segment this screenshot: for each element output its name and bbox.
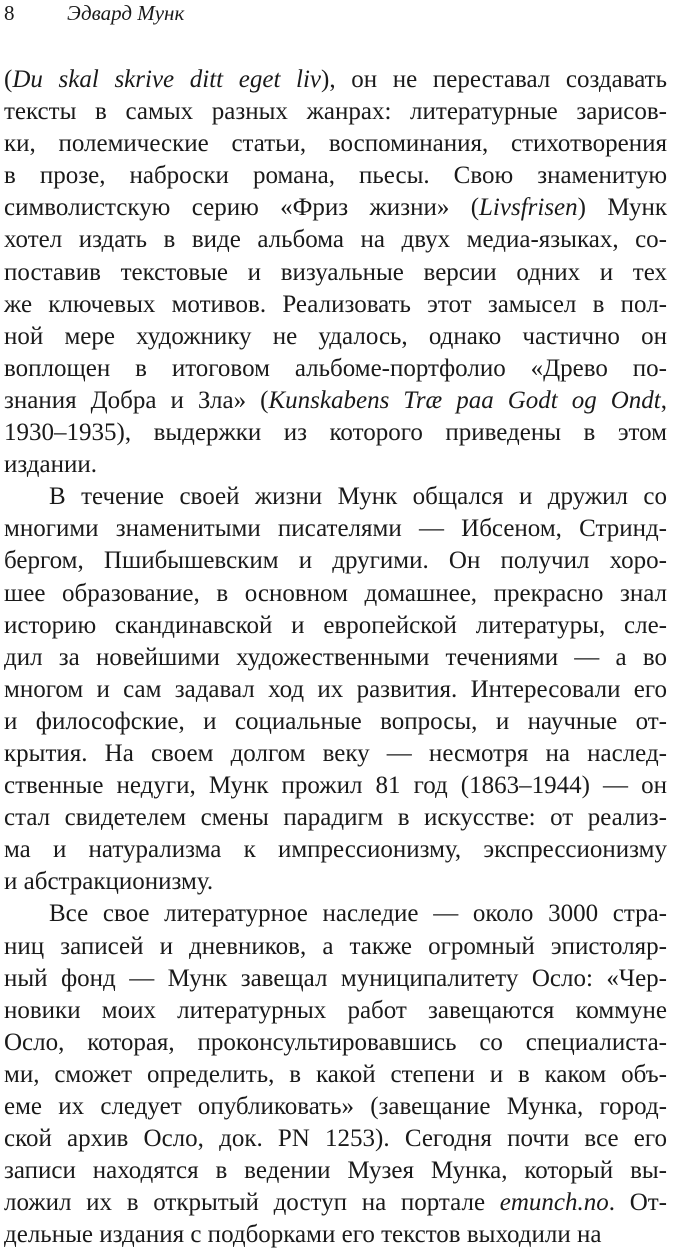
- text-line: Осло, которая, проконсультировавшись со специалиста-: [4, 1028, 667, 1056]
- italic-title: Kunskabens Træ paa Godt og Ondt: [268, 386, 661, 414]
- page-number: 8: [4, 1, 15, 25]
- text-line: хотел издать в виде альбома на двух медиа-языках, со-: [4, 226, 667, 254]
- text-line: ной мере художнику не удалось, однако частично он: [4, 322, 667, 350]
- italic-title: Livsfrisen: [479, 194, 578, 222]
- text-line: многими знаменитыми писателями — Ибсеном, Стринд-: [4, 515, 667, 543]
- text-line: дил за новейшими художественными течениями — а во: [4, 643, 667, 671]
- paragraph: [4, 64, 667, 481]
- text-line: издании.: [4, 451, 98, 479]
- page-header: [4, 0, 184, 30]
- text-line: крытия. На своем долгом веку — несмотря на наслед-: [4, 739, 667, 767]
- text-line: воплощен в итоговом альбоме-портфолио «Древо по-: [4, 354, 667, 382]
- text-line: историю скандинавской и европейской литературы, сле-: [4, 611, 667, 639]
- text-line: тексты в самых разных жанрах: литературные зарисов-: [4, 98, 667, 126]
- text-line: в прозе, наброски романа, пьесы. Свою знаменитую: [4, 162, 667, 190]
- text-line: ской архив Осло, док. PN 1253). Сегодня почти все его: [4, 1125, 667, 1153]
- text-line: же ключевых мотивов. Реализовать этот замысел в пол-: [4, 290, 667, 318]
- text-line: ный фонд — Мунк завещал муниципалитету Осло: «Чер-: [4, 964, 667, 992]
- paragraph: [4, 481, 667, 898]
- text-line: новики моих литературных работ завещаются коммуне: [4, 996, 667, 1024]
- text-line: 1930–1935), выдержки из которого приведены в этом: [4, 419, 667, 447]
- text-line: шее образование, в основном домашнее, прекрасно знал: [4, 579, 667, 607]
- text-line: поставив текстовые и визуальные версии одних и тех: [4, 258, 667, 286]
- text-line: ниц записей и дневников, а также огромный эпистоляр-: [4, 932, 667, 960]
- text-line: (Du skal skrive ditt eget liv), он не переставал создавать: [4, 66, 667, 93]
- text-line: ми, сможет определить, в какой степени и в каком объ-: [4, 1060, 667, 1088]
- text-line: бергом, Пшибышевским и другими. Он получил хоро-: [4, 547, 667, 575]
- running-title: Эдвард Мунк: [67, 1, 185, 25]
- italic-title: emunch.no: [499, 1189, 609, 1217]
- text-line: ложил их в открытый доступ на портале emunch.no. От-: [4, 1189, 668, 1217]
- body-text: [4, 64, 667, 1251]
- text-line: и абстракционизму.: [4, 868, 214, 896]
- text-line: еме их следует опубликовать» (завещание Мунка, город-: [4, 1093, 667, 1120]
- text-line: записи находятся в ведении Музея Мунка, который вы-: [4, 1157, 667, 1185]
- text-line: и философские, и социальные вопросы, и научные от-: [4, 707, 667, 735]
- text-line: ма и натурализма к импрессионизму, экспрессионизму: [4, 836, 667, 864]
- italic-title: Du skal skrive ditt eget liv: [12, 66, 322, 93]
- text-line: ственные недуги, Мунк прожил 81 год (1863–1944) — он: [4, 772, 667, 800]
- text-line: стал свидетелем смены парадигм в искусстве: от реализ-: [4, 804, 667, 832]
- text-line: знания Добра и Зла» (Kunskabens Træ paa Godt og Ondt,: [4, 386, 667, 414]
- text-line: Все свое литературное наследие — около 3000 стра-: [49, 900, 667, 928]
- text-line: дельные издания с подборками его текстов выходили на: [4, 1221, 602, 1249]
- paragraph: [4, 898, 667, 1251]
- text-line: символистскую серию «Фриз жизни» (Livsfrisen) Мунк: [4, 194, 667, 222]
- text-line: В течение своей жизни Мунк общался и дружил со: [49, 483, 667, 511]
- text-line: ки, полемические статьи, воспоминания, стихотворения: [4, 130, 667, 158]
- text-line: многом и сам задавал ход их развития. Интересовали его: [4, 675, 667, 703]
